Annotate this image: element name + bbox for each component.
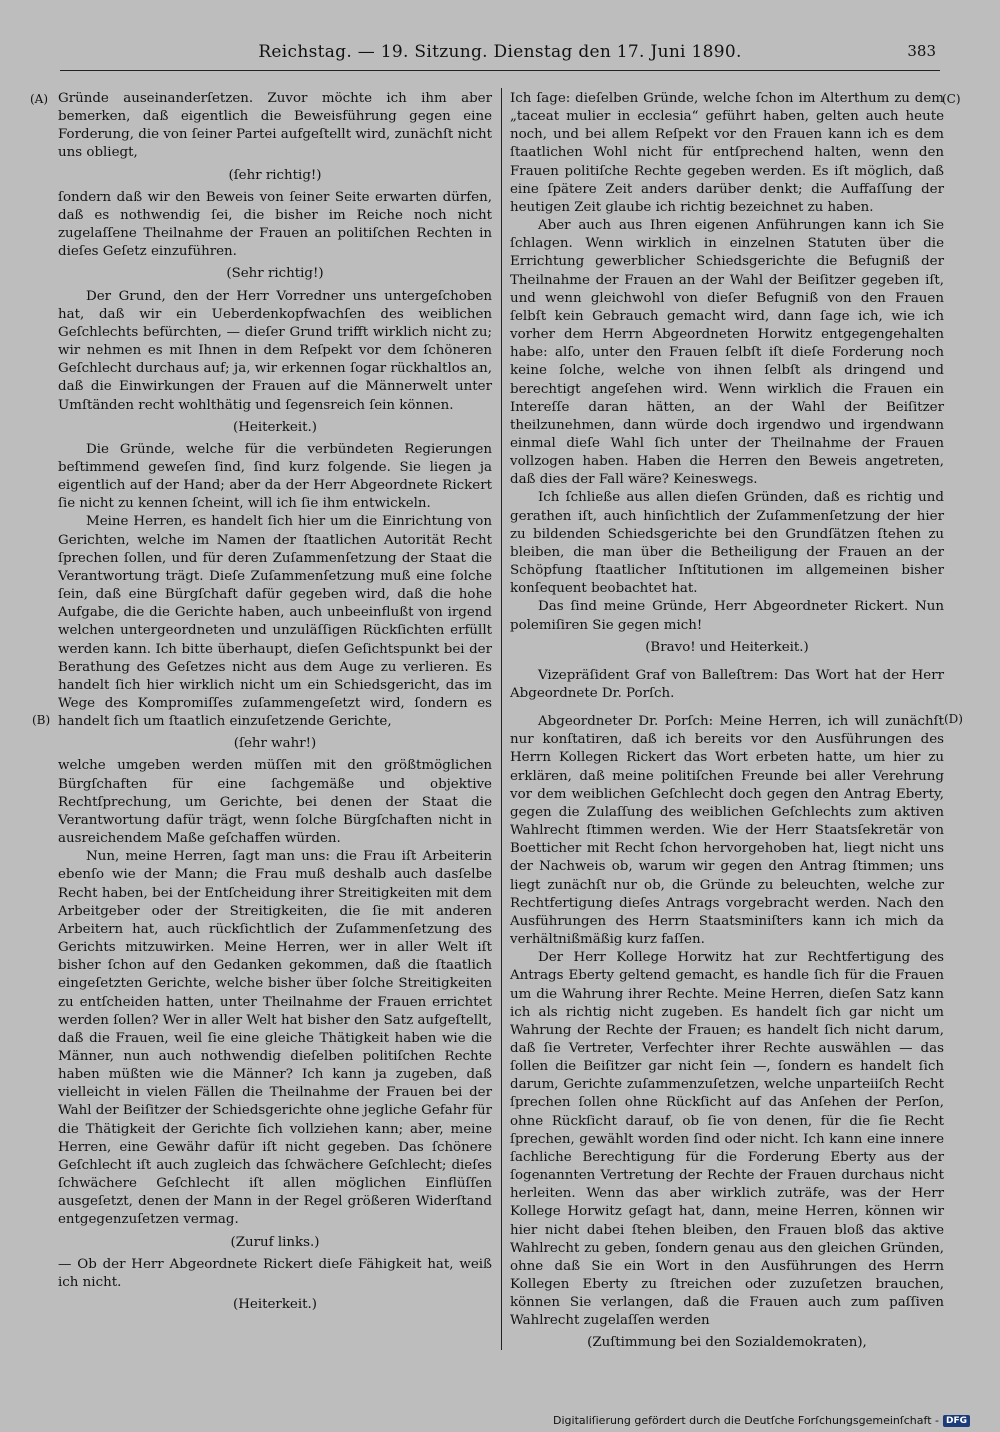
interjection: (Sehr richtig!) <box>226 266 324 282</box>
paragraph: Aber auch aus Ihren eigenen Anführungen kann ich Sie ſchlagen. Wenn wirklich in einzelnen Statuten über die Errichtung gewerblicher Schiedsgerichte die Befugniß der Theilnahme der Frauen an der Wahl der Beiſitzer gegeben iſt, und wenn gleichwohl von dieſer Befugniß von den Frauen ſelbſt kein Gebrauch gemacht wird, dann ſage ich, wie ich vorher dem Herrn Abgeordneten Horwitz entgegengehalten habe: alſo, unter den Frauen ſelbſt iſt dieſe Forderung noch keine ſolche, welche von ihnen ſelbſt als dringend und berechtigt angeſehen wird. Wenn wirklich die Frauen ein Intereſſe daran hätten, an der Wahl der Beiſitzer theilzunehmen, dann würde doch irgendwo und irgendwann einmal dieſe Wahl ſich unter der Theilnahme der Frauen vollzogen haben. Haben die Herren den Beweis angetreten, daß dies der Fall wäre? Keineswegs. <box>510 218 944 488</box>
margin-marker-b: (B) <box>32 713 51 727</box>
interjection: (Bravo! und Heiterkeit.) <box>645 639 809 655</box>
paragraph: Ich ſchließe aus allen dieſen Gründen, daß es richtig und gerathen iſt, auch hinſichtlich der Zuſammenſetzung der hier zu bildenden Schiedsgerichte bei den Grundſätzen ſtehen zu bleiben, die man über die Betheiligung der Frauen an der Schöpfung ſtaatlicher Inſtitutionen im allgemeinen bisher konſequent beobachtet hat. <box>510 490 944 597</box>
interjection: (Zuruf links.) <box>230 1234 320 1250</box>
margin-marker-d: (D) <box>944 712 963 726</box>
interjection: (ſehr wahr!) <box>233 736 317 752</box>
footer-credit <box>553 1414 970 1427</box>
paragraph: — Ob der Herr Abgeordnete Rickert dieſe Fähigkeit hat, weiß ich nicht. <box>58 1256 492 1290</box>
interjection: (Heiterkeit.) <box>233 419 317 435</box>
speaker-paragraph: Abgeordneter Dr. Porſch: Meine Herren, ich will zunächſt nur konſtatiren, daß ich bereits vor den Ausführungen des Herrn Kollegen Rickert das Wort erbeten hatte, um hier zu erklären, daß meine politiſchen Freunde bei aller Verehrung vor dem weiblichen Geſchlecht doch gegen den Antrag Eberty, gegen die Zulaſſung des weiblichen Geſchlechts zum aktiven Wahlrecht ſtimmen werden. Wie der Herr Staatsſekretär von Boetticher mit Recht ſchon hervorgehoben hat, liegt nicht uns der Nachweis ob, warum wir gegen den Antrag ſtimmen; uns liegt zunächſt nur ob, die Gründe zu beleuchten, welche zur Rechtfertigung dieſes Antrags vorgebracht werden. Nach den Ausführungen des Herrn Staatsminiſters kann ich mich da verhältnißmäßig kurz faſſen. <box>510 714 944 948</box>
running-title: Reichstag. — 19. Sitzung. Dienstag den 17. Juni 1890. <box>258 42 742 62</box>
paragraph: Der Herr Kollege Horwitz hat zur Rechtfertigung des Antrags Eberty geltend gemacht, es handle ſich für die Frauen um die Wahrung ihrer Rechte. Meine Herren, dieſen Satz kann ich als richtig nicht zugeben. Es handelt ſich gar nicht um Wahrung der Rechte der Frauen; es handelt ſich nicht darum, daß ſie Vertreter, Verfechter ihrer Rechte auswählen — das ſollen die Beiſitzer gar nicht ſein —, ſondern es handelt ſich darum, Gerichte zuſammenzuſetzen, welche unparteiiſch Recht ſprechen ſollen ohne Rückſicht auf das Anſehen der Perſon, ohne Rückſicht darauf, ob ſie von denen, für die ſie Recht ſprechen, gewählt worden ſind oder nicht. Ich kann eine innere ſachliche Berechtigung für die Forderung Eberty aus der ſogenannten Vertretung der Rechte der Frauen durchaus nicht herleiten. Wenn das aber wirklich zuträfe, was der Herr Kollege Horwitz geſagt hat, dann, meine Herren, können wir hier nicht dabei ſtehen bleiben, den Frauen bloß das aktive Wahlrecht zu geben, ſondern genau aus den gleichen Gründen, ohne daß Sie ein Wort in den Ausführungen des Herrn Kollegen Eberty zu ſtreichen oder zuzuſetzen brauchen, können Sie verlangen, daß die Frauen auch zum paſſiven Wahlrecht zugelaſſen werden <box>510 950 944 1329</box>
paragraph: Der Grund, den der Herr Vorredner uns untergeſchoben hat, daß wir ein Ueberdenkopfwachſen des weiblichen Geſchlechts befürchten, — dieſer Grund trifft wirklich nicht zu; wir nehmen es mit Ihnen in dem Reſpekt vor dem ſchöneren Geſchlecht durchaus auf; ja, wir erkennen ſogar rückhaltlos an, daß die Einwirkungen der Frauen auf die Männerwelt unter Umſtänden recht wohlthätig und ſegensreich ſein können. <box>58 288 492 413</box>
paragraph: Ich ſage: dieſelben Gründe, welche ſchon im Alterthum zu dem „taceat mulier in ecclesia“ geführt haben, gelten auch heute noch, und bei allem Reſpekt vor den Frauen kann ich es dem ſtaatlichen Wohl nicht für entſprechend halten, wenn den Frauen politiſche Rechte gegeben werden. Es iſt möglich, daß eine ſpätere Zeit anders darüber denkt; die Auffaſſung der heutigen Zeit glaube ich richtig bezeichnet zu haben. <box>510 91 944 215</box>
paragraph: Nun, meine Herren, ſagt man uns: die Frau iſt Arbeiterin ebenſo wie der Mann; die Frau muß deshalb auch dasſelbe Recht haben, bei der Entſcheidung ihrer Streitigkeiten mit dem Arbeitgeber oder der Streitigkeiten, die ſie mit anderen Arbeitern hat, auch rückſichtlich der Zuſammenſetzung des Gerichts mitzuwirken. Meine Herren, wer in aller Welt iſt bisher ſchon auf den Gedanken gekommen, daß die ſtaatlich eingeſetzten Gerichte, welche bisher über ſolche Streitigkeiten zu entſcheiden hatten, unter Theilnahme der Frauen errichtet werden ſollen? Wer in aller Welt hat bisher den Satz aufgeſtellt, daß die Frauen, weil ſie eine gleiche Thätigkeit haben wie die Männer, nun auch nothwendig dieſelben politiſchen Rechte haben müßten wie die Männer? Ich kann ja zugeben, daß vielleicht in vielen Fällen die Theilnahme der Frauen bei der Wahl der Beiſitzer der Schiedsgerichte ohne jegliche Gefahr für die Thätigkeit der Gerichte ſich vollziehen kann; aber, meine Herren, eine Gewähr dafür iſt nicht gegeben. Das ſchönere Geſchlecht iſt auch zugleich das ſchwächere Geſchlecht; dieſes ſchwächere Geſchlecht iſt allen möglichen Einflüſſen ausgeſetzt, denen der Mann in der Regel größeren Widerſtand entgegenzuſetzen vermag. <box>58 849 493 1228</box>
interjection: (Zuſtimmung bei den Sozialdemokraten), <box>587 1335 867 1351</box>
paragraph: Gründe auseinanderſetzen. Zuvor möchte ich ihm aber bemerken, daß eigentlich die Beweisführung gegen eine Forderung, die von ſeiner Partei aufgeſtellt wird, zunächſt nicht uns obliegt, <box>58 91 492 161</box>
paragraph: Die Gründe, welche für die verbündeten Regierungen beſtimmend geweſen ſind, ſind kurz folgende. Sie liegen ja eigentlich auf der Hand; aber da der Herr Abgeordnete Rickert ſie nicht zu kennen ſcheint, will ich ſie ihm entwickeln. <box>58 441 492 512</box>
left-column <box>58 90 492 1318</box>
paragraph: ſondern daß wir den Beweis von ſeiner Seite erwarten dürfen, daß es nothwendig ſei, die bisher im Reiche noch nicht zugelaſſene Theilnahme der Frauen an politiſchen Rechten in dieſes Geſetz einzuführen. <box>58 189 492 260</box>
interjection: (Heiterkeit.) <box>233 1297 317 1312</box>
dfg-logo: DFG <box>943 1415 970 1427</box>
speaker-paragraph: Vizepräſident Graf von Balleſtrem: Das Wort hat der Herr Abgeordnete Dr. Porſch. <box>510 667 944 701</box>
footer-text: Digitaliſierung gefördert durch die Deutſche Forſchungsgemeinſchaft - <box>553 1414 939 1427</box>
paragraph: Das ſind meine Gründe, Herr Abgeordneter Rickert. Nun polemiſiren Sie gegen mich! <box>510 599 944 633</box>
paragraph: Meine Herren, es handelt ſich hier um die Einrichtung von Gerichten, welche im Namen der ſtaatlichen Autorität Recht ſprechen ſollen, und für deren Zuſammenſetzung der Staat die Verantwortung trägt. Dieſe Zuſammenſetzung muß eine ſolche ſein, daß eine Bürgſchaft dafür gegeben wird, daß die hohe Aufgabe, die die Gerichte haben, auch unbeeinflußt von irgend welchen untergeordneten und unzuläſſigen Rückſichten erfüllt werden kann. Ich bitte überhaupt, dieſen Geſichtspunkt bei der Berathung des Geſetzes nicht aus dem Auge zu verlieren. Es handelt ſich hier wirklich nicht um ein Schiedsgericht, das im Wege des Kompromiſſes zuſammengeſetzt wird, ſondern es handelt ſich um ſtaatlich einzuſetzende Gerichte, <box>58 514 492 730</box>
page-number: 383 <box>907 42 936 60</box>
margin-marker-c: (C) <box>942 92 961 106</box>
margin-marker-a: (A) <box>30 92 49 106</box>
right-column <box>510 90 944 1357</box>
column-divider <box>501 88 502 1350</box>
interjection: (ſehr richtig!) <box>228 167 322 183</box>
page-header <box>60 40 940 71</box>
paragraph: welche umgeben werden müſſen mit den größtmöglichen Bürgſchaften für eine ſachgemäße und objektive Rechtſprechung, um Gerichte, bei denen der Staat die Verantwortung dafür trägt, wenn ſolche Bürgſchaften nicht in ausreichendem Maße geſchaffen würden. <box>58 758 492 847</box>
